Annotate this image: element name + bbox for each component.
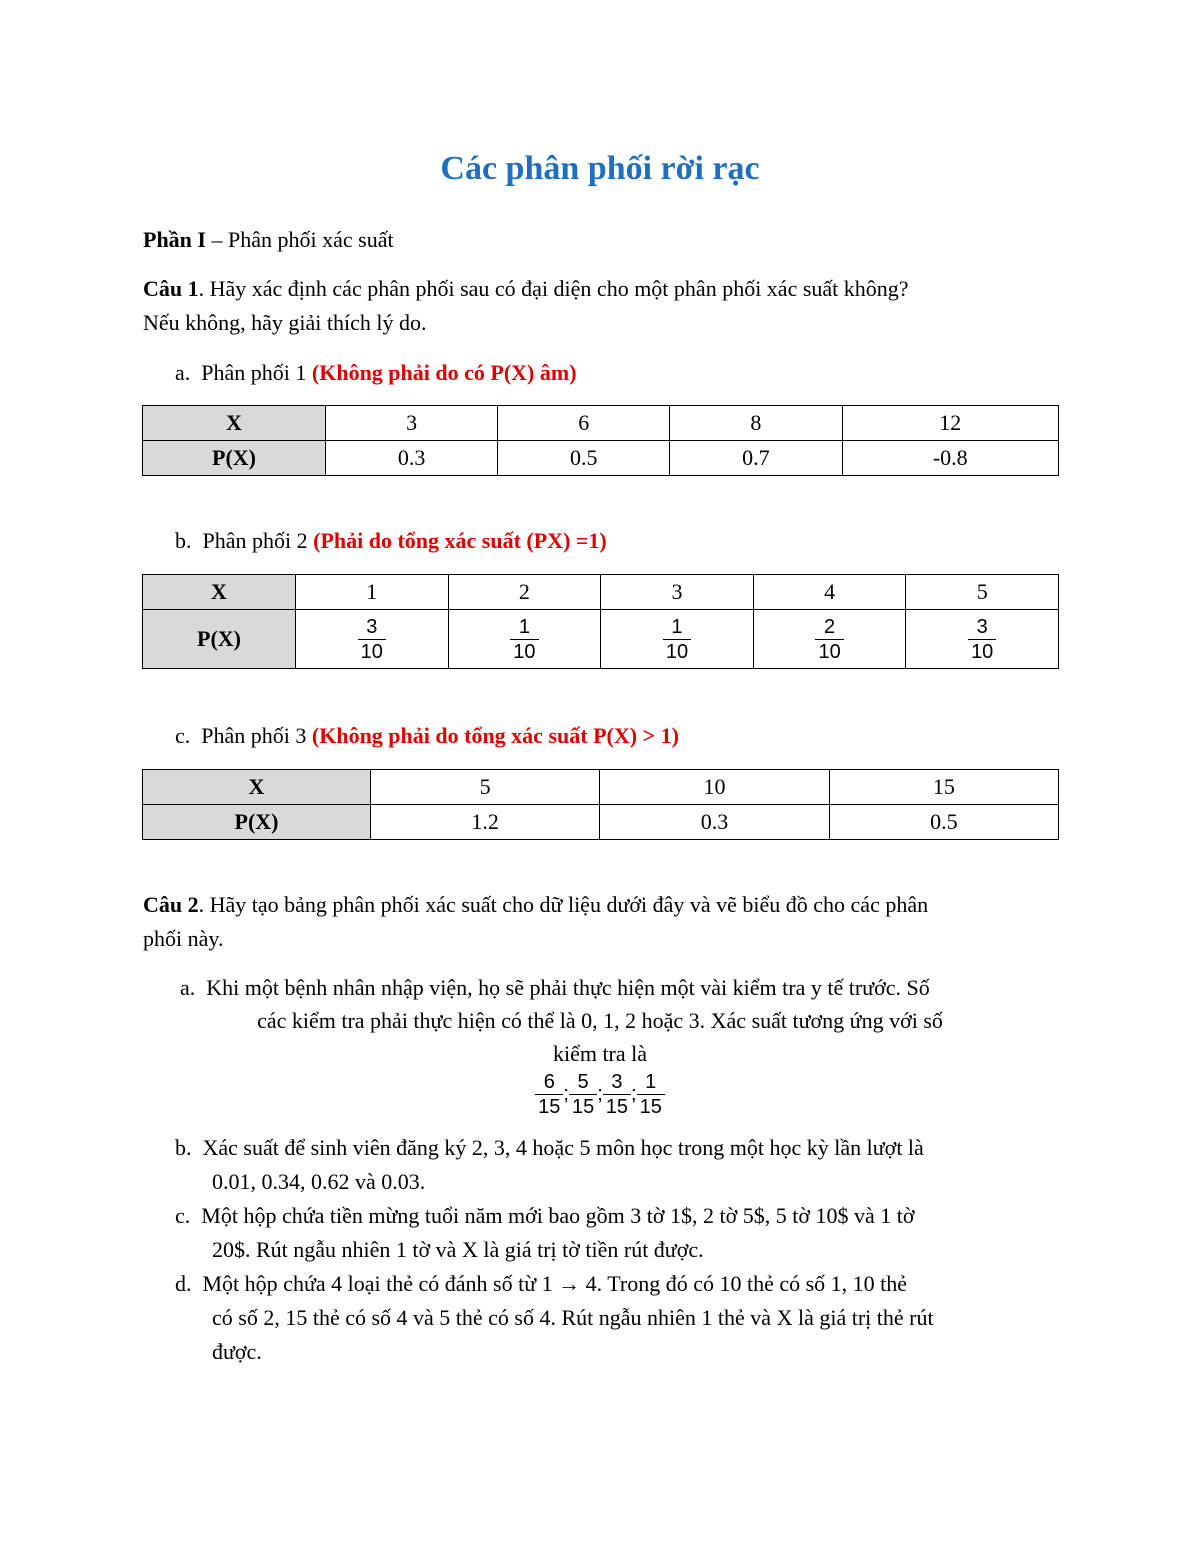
- q1c-label: Phân phối 3: [201, 723, 312, 748]
- table-cell: 0.3: [600, 805, 829, 840]
- fraction: [815, 615, 843, 664]
- q2-label: Câu 2: [143, 892, 199, 917]
- table-cell: 12: [842, 406, 1058, 441]
- q1c-note: (Không phải do tổng xác suất P(X) > 1): [311, 723, 679, 748]
- part1-heading: [143, 223, 394, 256]
- fraction: [603, 1070, 631, 1119]
- table-cell: [906, 610, 1059, 669]
- q2b-line2: 0.01, 0.34, 0.62 và 0.03.: [212, 1169, 426, 1194]
- page-title: Các phân phối rời rạc: [440, 150, 760, 187]
- table-cell: 5: [371, 770, 600, 805]
- fraction: [637, 1070, 665, 1119]
- q2d-marker: d.: [175, 1271, 192, 1296]
- table-cell: 3: [326, 406, 498, 441]
- fraction: [569, 1070, 597, 1119]
- q2a-line1: [180, 971, 930, 1004]
- q1a-marker: a.: [175, 360, 191, 385]
- q2-line1: [143, 888, 928, 921]
- table-cell: 0.5: [498, 441, 670, 476]
- fraction-numerator: 3: [603, 1070, 631, 1095]
- table-cell: [601, 610, 754, 669]
- table-cell: [753, 610, 906, 669]
- table-cell: 0.3: [326, 441, 498, 476]
- fraction-numerator: 1: [510, 615, 538, 640]
- q1-line1: [143, 272, 909, 305]
- distribution-3-table: [142, 769, 1059, 840]
- separator: ;: [597, 1083, 603, 1105]
- q2b-text: Xác suất để sinh viên đăng ký 2, 3, 4 hoặc 5 môn học trong một học kỳ lần lượt là: [202, 1135, 924, 1160]
- q1c-heading: [175, 719, 679, 752]
- q2d-line3: được.: [212, 1339, 262, 1364]
- q1b-heading: [175, 524, 607, 557]
- fraction: [535, 1070, 563, 1119]
- fraction-denominator: 10: [818, 640, 841, 663]
- fraction-numerator: 3: [358, 615, 386, 640]
- table-cell: [296, 610, 449, 669]
- table-row: [143, 610, 1059, 669]
- q2-text: . Hãy tạo bảng phân phối xác suất cho dữ liệu dưới đây và vẽ biểu đồ cho các phân: [198, 892, 929, 917]
- fraction-numerator: 5: [569, 1070, 597, 1095]
- part1-label: Phần I: [143, 227, 206, 252]
- fraction: [663, 615, 691, 664]
- q2c-marker: c.: [175, 1203, 191, 1228]
- q2a-line3: kiểm tra là: [552, 1041, 648, 1066]
- separator: ;: [563, 1083, 569, 1105]
- table-cell: 2: [448, 575, 601, 610]
- q2d-line1: [175, 1267, 907, 1300]
- table-cell: [448, 610, 601, 669]
- table-cell: 0.7: [670, 441, 842, 476]
- table-cell: 15: [829, 770, 1058, 805]
- q2-line2: phối này.: [143, 926, 224, 951]
- fraction-denominator: 10: [971, 640, 994, 663]
- distribution-2-table: [142, 574, 1059, 669]
- x-header: X: [143, 575, 296, 610]
- table-cell: 3: [601, 575, 754, 610]
- part1-text: – Phân phối xác suất: [205, 227, 394, 252]
- q1-text: . Hãy xác định các phân phối sau có đại diện cho một phân phối xác suất không?: [198, 276, 909, 301]
- fraction: [510, 615, 538, 664]
- q2a-text: Khi một bệnh nhân nhập viện, họ sẽ phải thực hiện một vài kiểm tra y tế trước. Số: [206, 975, 930, 1000]
- fraction-numerator: 3: [968, 615, 996, 640]
- q1a-label: Phân phối 1: [201, 360, 312, 385]
- x-header: X: [143, 770, 371, 805]
- table-row: [143, 770, 1059, 805]
- q1a-heading: [175, 356, 577, 389]
- table-cell: 10: [600, 770, 829, 805]
- q1b-label: Phân phối 2: [202, 528, 314, 553]
- table-row: [143, 575, 1059, 610]
- x-header: X: [143, 406, 326, 441]
- table-row: [143, 441, 1059, 476]
- fraction-denominator: 10: [513, 640, 536, 663]
- q2c-text: Một hộp chứa tiền mừng tuổi năm mới bao gồm 3 tờ 1$, 2 tờ 5$, 5 tờ 10$ và 1 tờ: [201, 1203, 915, 1228]
- table-cell: 1.2: [371, 805, 600, 840]
- table-cell: 8: [670, 406, 842, 441]
- fraction-denominator: 15: [605, 1096, 629, 1118]
- table-cell: 4: [753, 575, 906, 610]
- px-header: P(X): [143, 805, 371, 840]
- fraction-numerator: 1: [637, 1070, 665, 1095]
- table-row: [143, 406, 1059, 441]
- q2c-line1: [175, 1199, 915, 1232]
- fraction-numerator: 6: [535, 1070, 563, 1095]
- q2b-line1: [175, 1131, 924, 1164]
- table-cell: 1: [296, 575, 449, 610]
- fraction-denominator: 10: [665, 640, 689, 663]
- separator: ;: [631, 1083, 637, 1105]
- q1-label: Câu 1: [143, 276, 199, 301]
- q1a-note: (Không phải do có P(X) âm): [311, 360, 577, 385]
- table-cell: 6: [498, 406, 670, 441]
- q1c-marker: c.: [175, 723, 191, 748]
- fraction-denominator: 10: [360, 640, 383, 663]
- q2d-text: Một hộp chứa 4 loại thẻ có đánh số từ 1 → 4. Trong đó có 10 thẻ có số 1, 10 thẻ: [202, 1271, 908, 1296]
- fraction-numerator: 2: [815, 615, 843, 640]
- q2d-line2: có số 2, 15 thẻ có số 4 và 5 thẻ có số 4. Rút ngẫu nhiên 1 thẻ và X là giá trị thẻ rút: [212, 1305, 934, 1330]
- fraction-denominator: 15: [639, 1096, 662, 1118]
- px-header: P(X): [143, 610, 296, 669]
- fraction: [358, 615, 386, 664]
- q1b-note: (Phải do tổng xác suất (PX) =1): [313, 528, 607, 553]
- q2c-line2: 20$. Rút ngẫu nhiên 1 tờ và X là giá trị tờ tiền rút được.: [212, 1237, 704, 1262]
- fraction: [968, 615, 996, 664]
- q2a-line2: các kiểm tra phải thực hiện có thể là 0, 1, 2 hoặc 3. Xác suất tương ứng với số: [257, 1008, 943, 1033]
- table-cell: 0.5: [829, 805, 1058, 840]
- fraction-denominator: 15: [538, 1096, 561, 1118]
- fraction-denominator: 15: [571, 1096, 595, 1118]
- px-header: P(X): [143, 441, 326, 476]
- table-cell: 5: [906, 575, 1059, 610]
- q2a-marker: a.: [180, 975, 196, 1000]
- distribution-1-table: [142, 405, 1059, 476]
- q2b-marker: b.: [175, 1135, 192, 1160]
- table-cell: -0.8: [842, 441, 1058, 476]
- q1-line2: Nếu không, hãy giải thích lý do.: [143, 310, 427, 335]
- fraction-numerator: 1: [663, 615, 691, 640]
- q2a-fractions: [0, 1070, 1200, 1119]
- table-row: [143, 805, 1059, 840]
- q1b-marker: b.: [175, 528, 192, 553]
